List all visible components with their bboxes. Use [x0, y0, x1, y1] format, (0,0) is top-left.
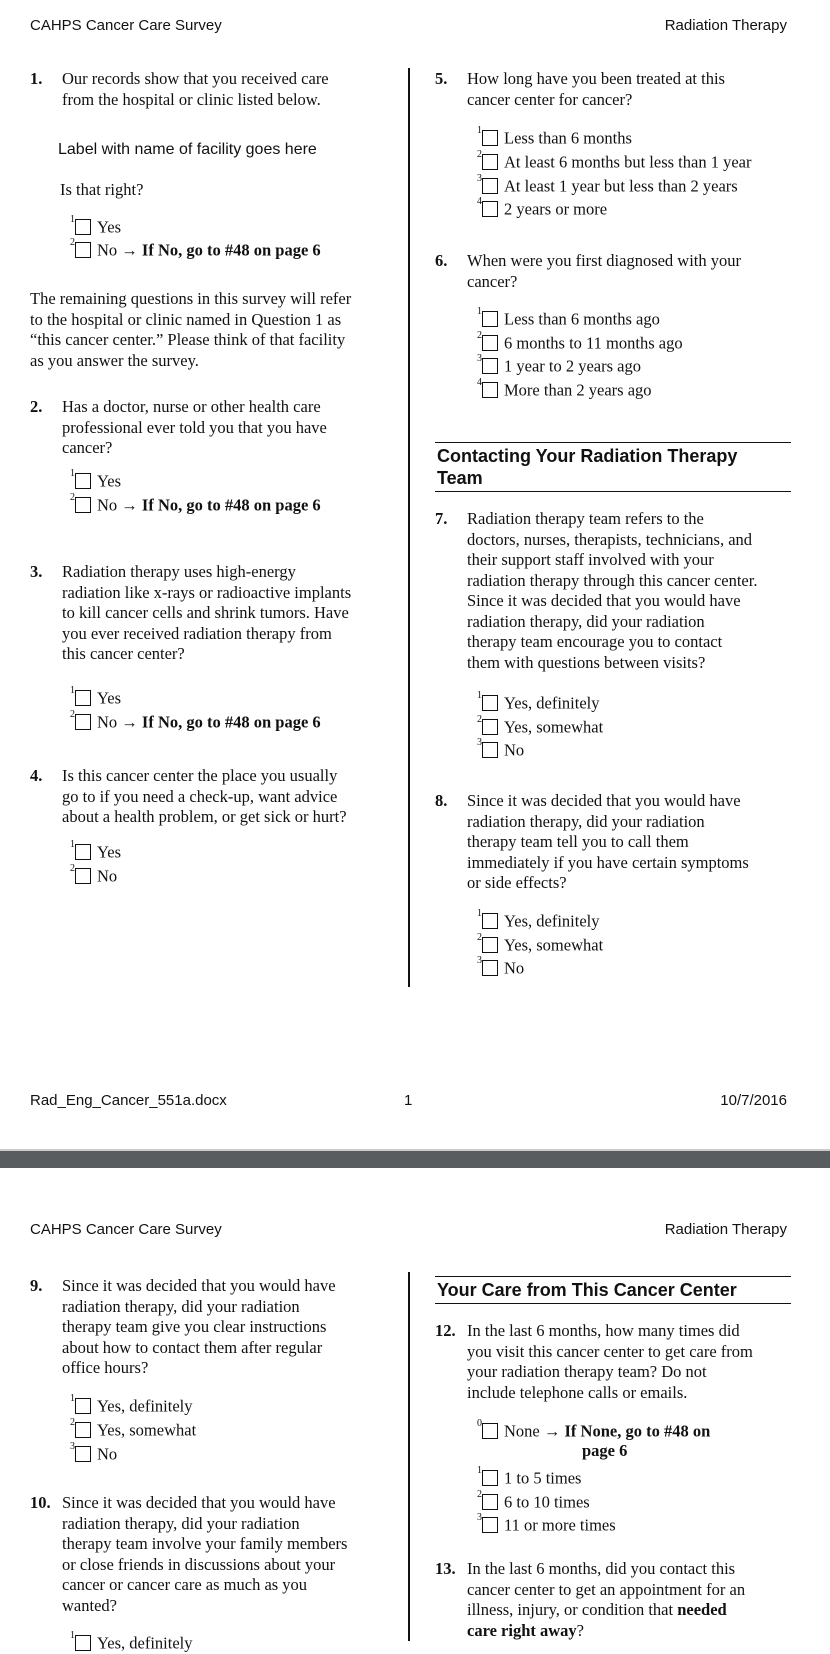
question-4: 4. Is this cancer center the place you usually go to if you need a check-up, want advice about a health problem, or get sick or hurt? [30, 766, 347, 826]
footer-page-number: 1 [404, 1092, 413, 1109]
option-3[interactable]: $^3$ No [70, 1441, 118, 1464]
checkbox[interactable] [482, 719, 498, 735]
option-1[interactable]: $^1$ Less than 6 months [477, 125, 632, 148]
option-2[interactable]: $^2$ Yes, somewhat [477, 932, 604, 955]
option-yes[interactable]: $^1$ Yes [70, 685, 122, 708]
option-1[interactable]: $^1$ Yes, definitely [477, 908, 600, 931]
survey-title: CAHPS Cancer Care Survey [30, 17, 222, 34]
survey-title: CAHPS Cancer Care Survey [30, 1221, 222, 1238]
arrow-icon: → [121, 240, 138, 260]
option-2[interactable]: $^2$ At least 6 months but less than 1 year [477, 149, 752, 172]
question-10: 10. Since it was decided that you would have radiation therapy, did your radiation therapy team involve your family members or close friends in discussions about your cancer or cancer care as much as you wanted? [30, 1493, 348, 1615]
question-2: 2. Has a doctor, nurse or other health care professional ever told you that you have cancer? [30, 397, 327, 457]
option-1[interactable]: $^1$ Less than 6 months ago [477, 306, 660, 329]
section-heading: Your Care from This Cancer Center [435, 1276, 791, 1304]
option-3[interactable]: $^3$ 1 year to 2 years ago [477, 353, 641, 376]
intro-paragraph: The remaining questions in this survey will refer to the hospital or clinic named in Question 1 as “this cancer center.” Please think of that facility as you answer the survey. [30, 289, 352, 370]
option-no[interactable]: $^2$ No → If No, go to #48 on page 6 [70, 709, 321, 732]
footer-filename: Rad_Eng_Cancer_551a.docx [30, 1092, 227, 1109]
option-3[interactable]: $^3$ No [477, 737, 525, 760]
question-number: 8. [435, 791, 448, 810]
question-number: 13. [435, 1559, 456, 1578]
question-5: 5. How long have you been treated at this cancer center for cancer? [435, 69, 725, 109]
checkbox[interactable] [482, 937, 498, 953]
question-text: from the hospital or clinic listed below. [62, 89, 321, 109]
checkbox[interactable] [482, 382, 498, 398]
skip-instruction-cont: page 6 [582, 1441, 628, 1460]
arrow-icon: → [543, 1421, 561, 1441]
question-12: 12. In the last 6 months, how many times did you visit this cancer center to get care from your radiation therapy team? Do not include telephone calls or emails. [435, 1321, 753, 1402]
question-7: 7. Radiation therapy team refers to the doctors, nurses, therapists, technicians, and their support staff involved with your radiation therapy through this cancer center. Since it was decided that you would have radiation therapy, did your radiation therapy team encourage you to contact them with questions between visits? [435, 509, 758, 672]
question-text: Our records show that you received care [62, 69, 329, 88]
option-2[interactable]: $^2$ 6 to 10 times [477, 1489, 590, 1512]
checkbox[interactable] [75, 242, 91, 258]
question-number: 9. [30, 1276, 43, 1295]
checkbox[interactable] [75, 1446, 91, 1462]
checkbox[interactable] [75, 497, 91, 513]
checkbox[interactable] [482, 154, 498, 170]
option-3[interactable]: $^3$ No [477, 955, 525, 978]
checkbox[interactable] [482, 358, 498, 374]
question-number: 10. [30, 1493, 51, 1512]
option-no[interactable]: $^2$ No → If No, go to #48 on page 6 [70, 492, 321, 515]
checkbox[interactable] [482, 1423, 498, 1439]
option-yes[interactable]: $^1$ Yes [70, 839, 122, 862]
checkbox[interactable] [75, 219, 91, 235]
checkbox[interactable] [482, 742, 498, 758]
checkbox[interactable] [482, 335, 498, 351]
option-yes[interactable]: $^1$ Yes [70, 214, 122, 237]
question-number: 12. [435, 1321, 456, 1340]
option-2[interactable]: $^2$ 6 months to 11 months ago [477, 330, 683, 353]
question-8: 8. Since it was decided that you would have radiation therapy, did your radiation therapy team tell you to call them immediately if you have certain symptoms or side effects? [435, 791, 749, 892]
survey-section-label: Radiation Therapy [664, 1221, 787, 1238]
checkbox[interactable] [482, 695, 498, 711]
checkbox[interactable] [75, 690, 91, 706]
option-yes[interactable]: $^1$ Yes [70, 468, 122, 491]
checkbox[interactable] [482, 1494, 498, 1510]
option-1[interactable]: $^1$ Yes, definitely [70, 1393, 193, 1416]
skip-instruction: If No, go to #48 on page 6 [141, 240, 321, 260]
section-heading: Contacting Your Radiation Therapy Team [435, 442, 791, 492]
option-4[interactable]: $^4$ 2 years or more [477, 196, 608, 219]
option-3[interactable]: $^3$ 11 or more times [477, 1512, 616, 1535]
skip-instruction: If None, go to #48 on [564, 1421, 711, 1441]
page-break [0, 1151, 830, 1168]
question-1 [30, 69, 390, 110]
question-number: 2. [30, 397, 43, 416]
question-9: 9. Since it was decided that you would have radiation therapy, did your radiation therapy team give you clear instructions about how to contact them after regular office hours? [30, 1276, 336, 1377]
facility-label: Label with name of facility goes here [58, 141, 317, 158]
checkbox[interactable] [482, 201, 498, 217]
question-6: 6. When were you first diagnosed with your cancer? [435, 251, 742, 291]
option-1[interactable]: $^1$ Yes, definitely [70, 1630, 193, 1653]
option-2[interactable]: $^2$ Yes, somewhat [70, 1417, 197, 1440]
checkbox[interactable] [75, 473, 91, 489]
column-divider [408, 1272, 410, 1641]
checkbox[interactable] [482, 913, 498, 929]
option-2[interactable]: $^2$ Yes, somewhat [477, 714, 604, 737]
option-0[interactable]: $^0$ None → If None, go to #48 on [477, 1418, 711, 1441]
question-number: 3. [30, 562, 43, 581]
checkbox[interactable] [482, 1470, 498, 1486]
checkbox[interactable] [75, 1635, 91, 1651]
checkbox[interactable] [75, 844, 91, 860]
question-number: 1. [30, 69, 43, 88]
arrow-icon: → [121, 712, 138, 732]
checkbox[interactable] [482, 178, 498, 194]
skip-instruction: If No, go to #48 on page 6 [141, 712, 321, 732]
option-no[interactable]: $^2$ No [70, 863, 118, 886]
checkbox[interactable] [482, 311, 498, 327]
question-3: 3. Radiation therapy uses high-energy radiation like x-rays or radioactive implants to kill cancer cells and shrink tumors. Have you ever received radiation therapy from this cancer center? [30, 562, 352, 663]
arrow-icon: → [121, 495, 138, 515]
question-number: 4. [30, 766, 43, 785]
skip-instruction: If No, go to #48 on page 6 [141, 495, 321, 515]
checkbox[interactable] [75, 714, 91, 730]
checkbox[interactable] [482, 960, 498, 976]
question-number: 5. [435, 69, 448, 88]
option-1[interactable]: $^1$ Yes, definitely [477, 690, 600, 713]
option-no[interactable]: $^2$ No → If No, go to #48 on page 6 [70, 237, 321, 260]
checkbox[interactable] [482, 1517, 498, 1533]
question-number: 6. [435, 251, 448, 270]
column-divider [408, 68, 410, 987]
option-4[interactable]: $^4$ More than 2 years ago [477, 377, 652, 400]
option-1[interactable]: $^1$ 1 to 5 times [477, 1465, 582, 1488]
checkbox[interactable] [75, 1398, 91, 1414]
checkbox[interactable] [482, 130, 498, 146]
option-3[interactable]: $^3$ At least 1 year but less than 2 years [477, 173, 738, 196]
question-13: 13. In the last 6 months, did you contact this cancer center to get an appointment for an illness, injury, or condition that needed care right away? [435, 1559, 746, 1640]
question-prompt: Is that right? [60, 180, 144, 199]
checkbox[interactable] [75, 868, 91, 884]
checkbox[interactable] [75, 1422, 91, 1438]
footer-date: 10/7/2016 [720, 1092, 787, 1109]
survey-section-label: Radiation Therapy [664, 17, 787, 34]
question-number: 7. [435, 509, 448, 528]
